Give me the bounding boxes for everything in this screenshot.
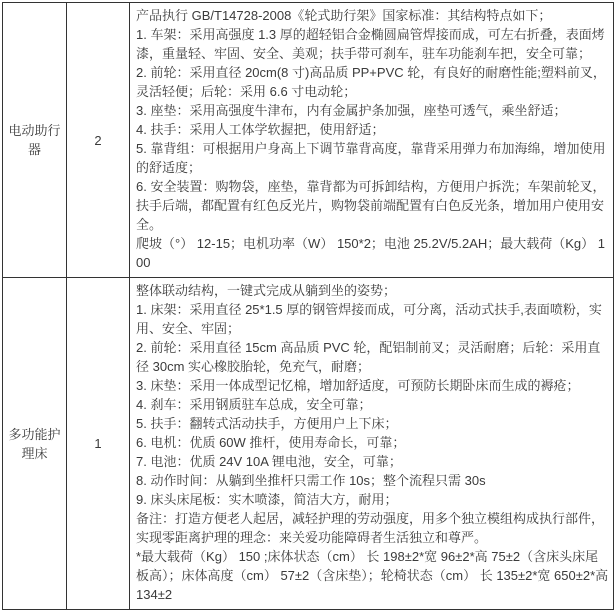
description-line: 2. 前轮：采用直径 20cm(8 寸)高品质 PP+PVC 轮，有良好的耐磨性能;塑料前叉，灵活轻便；后轮：采用 6.6 寸电动轮； — [136, 65, 606, 99]
description-line: 4. 刹车：采用钢质驻车总成，安全可靠； — [136, 397, 372, 412]
description-line: 1. 车架：采用高强度 1.3 厚的超轻铝合金椭圆扁管焊接而成，可左右折叠，表面烤漆，重量轻、牢固、安全、美观；扶手带可刹车，驻车功能刹车把，安全可靠； — [136, 27, 605, 61]
product-spec-table — [2, 2, 614, 610]
description-cell — [130, 3, 614, 278]
description-line: 5. 靠背组：可根据用户身高上下调节靠背高度，靠背采用弹力布加海绵，增加使用的舒适度； — [136, 141, 606, 175]
product-name: 多功能护理床 — [8, 426, 61, 461]
description-line: 2. 前轮：采用直径 15cm 高品质 PVC 轮，配铝制前叉；灵活耐磨；后轮：采用直径 30cm 实心橡胶胎轮，免充气，耐磨； — [136, 340, 601, 374]
product-name-cell — [3, 3, 67, 278]
description-line: 1. 床架：采用直径 25*1.5 厚的钢管焊接而成，可分离，活动式扶手,表面喷粉，实用、安全、牢固； — [136, 302, 602, 336]
description-line: 6. 安全装置：购物袋，座垫，靠背都为可拆卸结构，方便用户拆洗；车架前轮叉，扶手后端，都配置有红色反光片，购物袋前端配置有白色反光条，增加用户使用安全。 — [136, 179, 606, 232]
description-line: 备注：打造方便老人起居，减轻护理的劳动强度，用多个独立模组构成执行部件，实现零距离护理的理念：来关爱功能障碍者生活独立和尊严。 — [136, 511, 605, 545]
description-line: 7. 电池：优质 24V 10A 锂电池，安全，可靠； — [136, 454, 402, 469]
description-line: 8. 动作时间：从躺到坐推杆只需工作 10s；整个流程只需 30s — [136, 473, 486, 488]
product-name-cell — [3, 278, 67, 610]
description-line: 3. 座垫：采用高强度牛津布，内有金属护条加强，座垫可透气，乘坐舒适； — [136, 103, 567, 118]
description-line: 6. 电机：优质 60W 推杆，使用寿命长，可靠； — [136, 435, 406, 450]
description-line: 9. 床头床尾板：实木喷漆，简洁大方，耐用； — [136, 492, 398, 507]
quantity-value: 1 — [94, 436, 102, 451]
description-line: 产品执行 GB/T14728-2008《轮式助行架》国家标准：其结构特点如下； — [136, 8, 552, 23]
quantity-cell — [67, 278, 130, 610]
description-line: 4. 扶手：采用人工体学软握把，使用舒适； — [136, 122, 385, 137]
quantity-cell — [67, 3, 130, 278]
description-line: *最大载荷（Kg） 150 ;床体状态（cm） 长 198±2*宽 96±2*高 75±2（含床头床尾板高）；床体高度（cm） 57±2（含床垫）；轮椅状态（cm） 长 135±2*宽 650±2*高 134±2 — [136, 549, 609, 602]
description-cell — [130, 278, 614, 610]
table-row-electric-walker — [3, 3, 614, 278]
description-line: 爬坡（°） 12-15；电机功率（W） 150*2；电池 25.2V/5.2AH；最大载荷（Kg） 100 — [136, 236, 605, 270]
description-line: 整体联动结构，一键式完成从躺到坐的姿势； — [136, 283, 397, 298]
description-line: 5. 扶手：翻转式活动扶手，方便用户上下床； — [136, 416, 398, 431]
quantity-value: 2 — [94, 132, 102, 148]
description-line: 3. 床垫：采用一体成型记忆棉，增加舒适度，可预防长期卧床而生成的褥疮； — [136, 378, 580, 393]
product-name: 电动助行器 — [8, 123, 61, 157]
table-row-nursing-bed — [3, 278, 614, 610]
